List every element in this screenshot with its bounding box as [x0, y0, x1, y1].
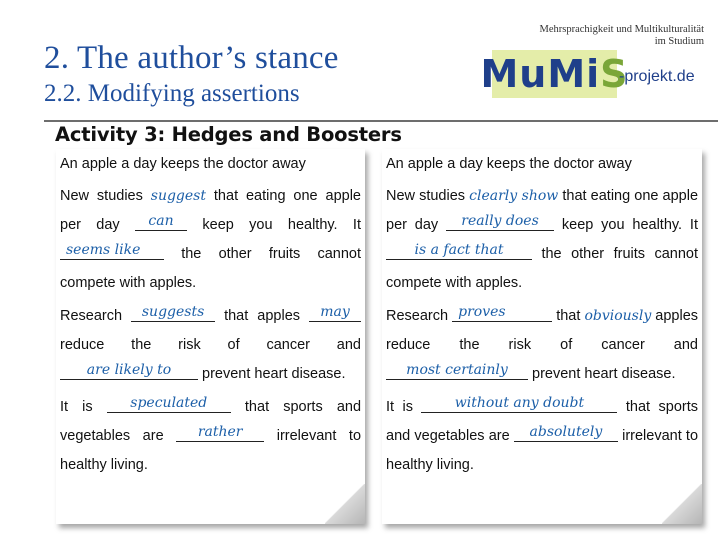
gap-field[interactable]	[452, 306, 552, 322]
text: that eating one apple per day	[386, 188, 699, 233]
page-curl	[325, 484, 365, 524]
gap-field[interactable]	[386, 244, 532, 260]
text: the other fruits cannot compete with apples.	[386, 246, 699, 291]
text: that	[556, 308, 581, 324]
logo-caption-line1: Mehrsprachigkeit und Multikulturalität	[539, 24, 704, 35]
hedges-card-heading: An apple a day keeps the doctor away	[60, 156, 306, 172]
text: It is	[386, 399, 413, 415]
text: Research	[386, 308, 449, 324]
answer-are-likely-to: are likely to	[86, 362, 172, 378]
answer-absolutely: absolutely	[529, 424, 603, 440]
slide-title: 2. The author’s stance	[44, 40, 339, 76]
hedges-card	[56, 149, 365, 524]
logo-mark	[480, 50, 629, 98]
text: New studies	[386, 188, 466, 204]
page-curl	[662, 484, 702, 524]
boosters-card-heading: An apple a day keeps the doctor away	[386, 156, 632, 172]
text: reduce the risk of cancer and	[60, 337, 361, 353]
hedges-paragraph-3	[60, 393, 361, 480]
gap-field[interactable]	[309, 306, 361, 322]
text: It is	[60, 399, 93, 415]
logo-suffix: -projekt.de	[619, 68, 695, 85]
activity-bar	[44, 120, 718, 148]
answer-may: may	[320, 304, 350, 320]
boosters-paragraph-2	[386, 302, 698, 389]
gap-field[interactable]	[514, 426, 618, 442]
answer-can: can	[148, 213, 174, 229]
text: irrelevant to healthy living.	[386, 428, 699, 473]
answer-seems-like: seems like	[66, 242, 141, 258]
boosters-card	[382, 149, 702, 524]
gap-field[interactable]	[131, 306, 215, 322]
boosters-paragraph-3	[386, 393, 698, 480]
answer-obviously: obviously	[584, 308, 652, 324]
answer-without-any-doubt: without any doubt	[454, 395, 585, 411]
mumis-logo	[480, 24, 704, 104]
text: New studies	[60, 188, 143, 204]
gap-field[interactable]	[421, 397, 617, 413]
gap-field[interactable]	[60, 244, 164, 260]
gap-field[interactable]	[107, 397, 231, 413]
gap-field[interactable]	[176, 426, 264, 442]
answer-clearly-show: clearly show	[469, 188, 559, 204]
text: Research	[60, 308, 123, 324]
logo-mark-letter: S	[600, 52, 629, 96]
answer-speculated: speculated	[130, 395, 208, 411]
text: prevent heart disease.	[202, 366, 346, 382]
text: the other fruits cannot compete with apples.	[60, 246, 362, 291]
answer-suggests: suggests	[141, 304, 205, 320]
answer-rather: rather	[197, 424, 243, 440]
text: that sports and vegetables are	[386, 399, 699, 444]
boosters-paragraph-1	[386, 182, 698, 298]
text: reduce the risk of cancer and	[386, 337, 698, 353]
gap-field[interactable]	[60, 364, 198, 380]
answer-proves: proves	[458, 304, 506, 320]
hedges-paragraph-1	[60, 182, 361, 298]
logo-caption-line2: im Studium	[654, 36, 704, 47]
text: keep you healthy. It	[202, 217, 361, 233]
answer-really-does: really does	[461, 213, 539, 229]
text: prevent heart disease.	[532, 366, 676, 382]
slide-subtitle: 2.2. Modifying assertions	[44, 80, 300, 107]
text: apples	[655, 308, 699, 324]
gap-field[interactable]	[446, 215, 554, 231]
activity-title: Activity 3: Hedges and Boosters	[55, 123, 402, 146]
answer-most-certainly: most certainly	[406, 362, 508, 378]
gap-field[interactable]	[135, 215, 187, 231]
logo-mark-text: MuMi	[480, 52, 601, 96]
gap-field[interactable]	[386, 364, 528, 380]
text: that sports and vegetables are	[60, 399, 362, 444]
hedges-paragraph-2	[60, 302, 361, 389]
answer-is-a-fact-that: is a fact that	[414, 242, 504, 258]
text: irrelevant to healthy living.	[60, 428, 362, 473]
answer-suggest: suggest	[150, 188, 206, 204]
text: keep you healthy. It	[561, 217, 698, 233]
text: that eating one apple per day	[60, 188, 361, 233]
text: that apples	[224, 308, 301, 324]
